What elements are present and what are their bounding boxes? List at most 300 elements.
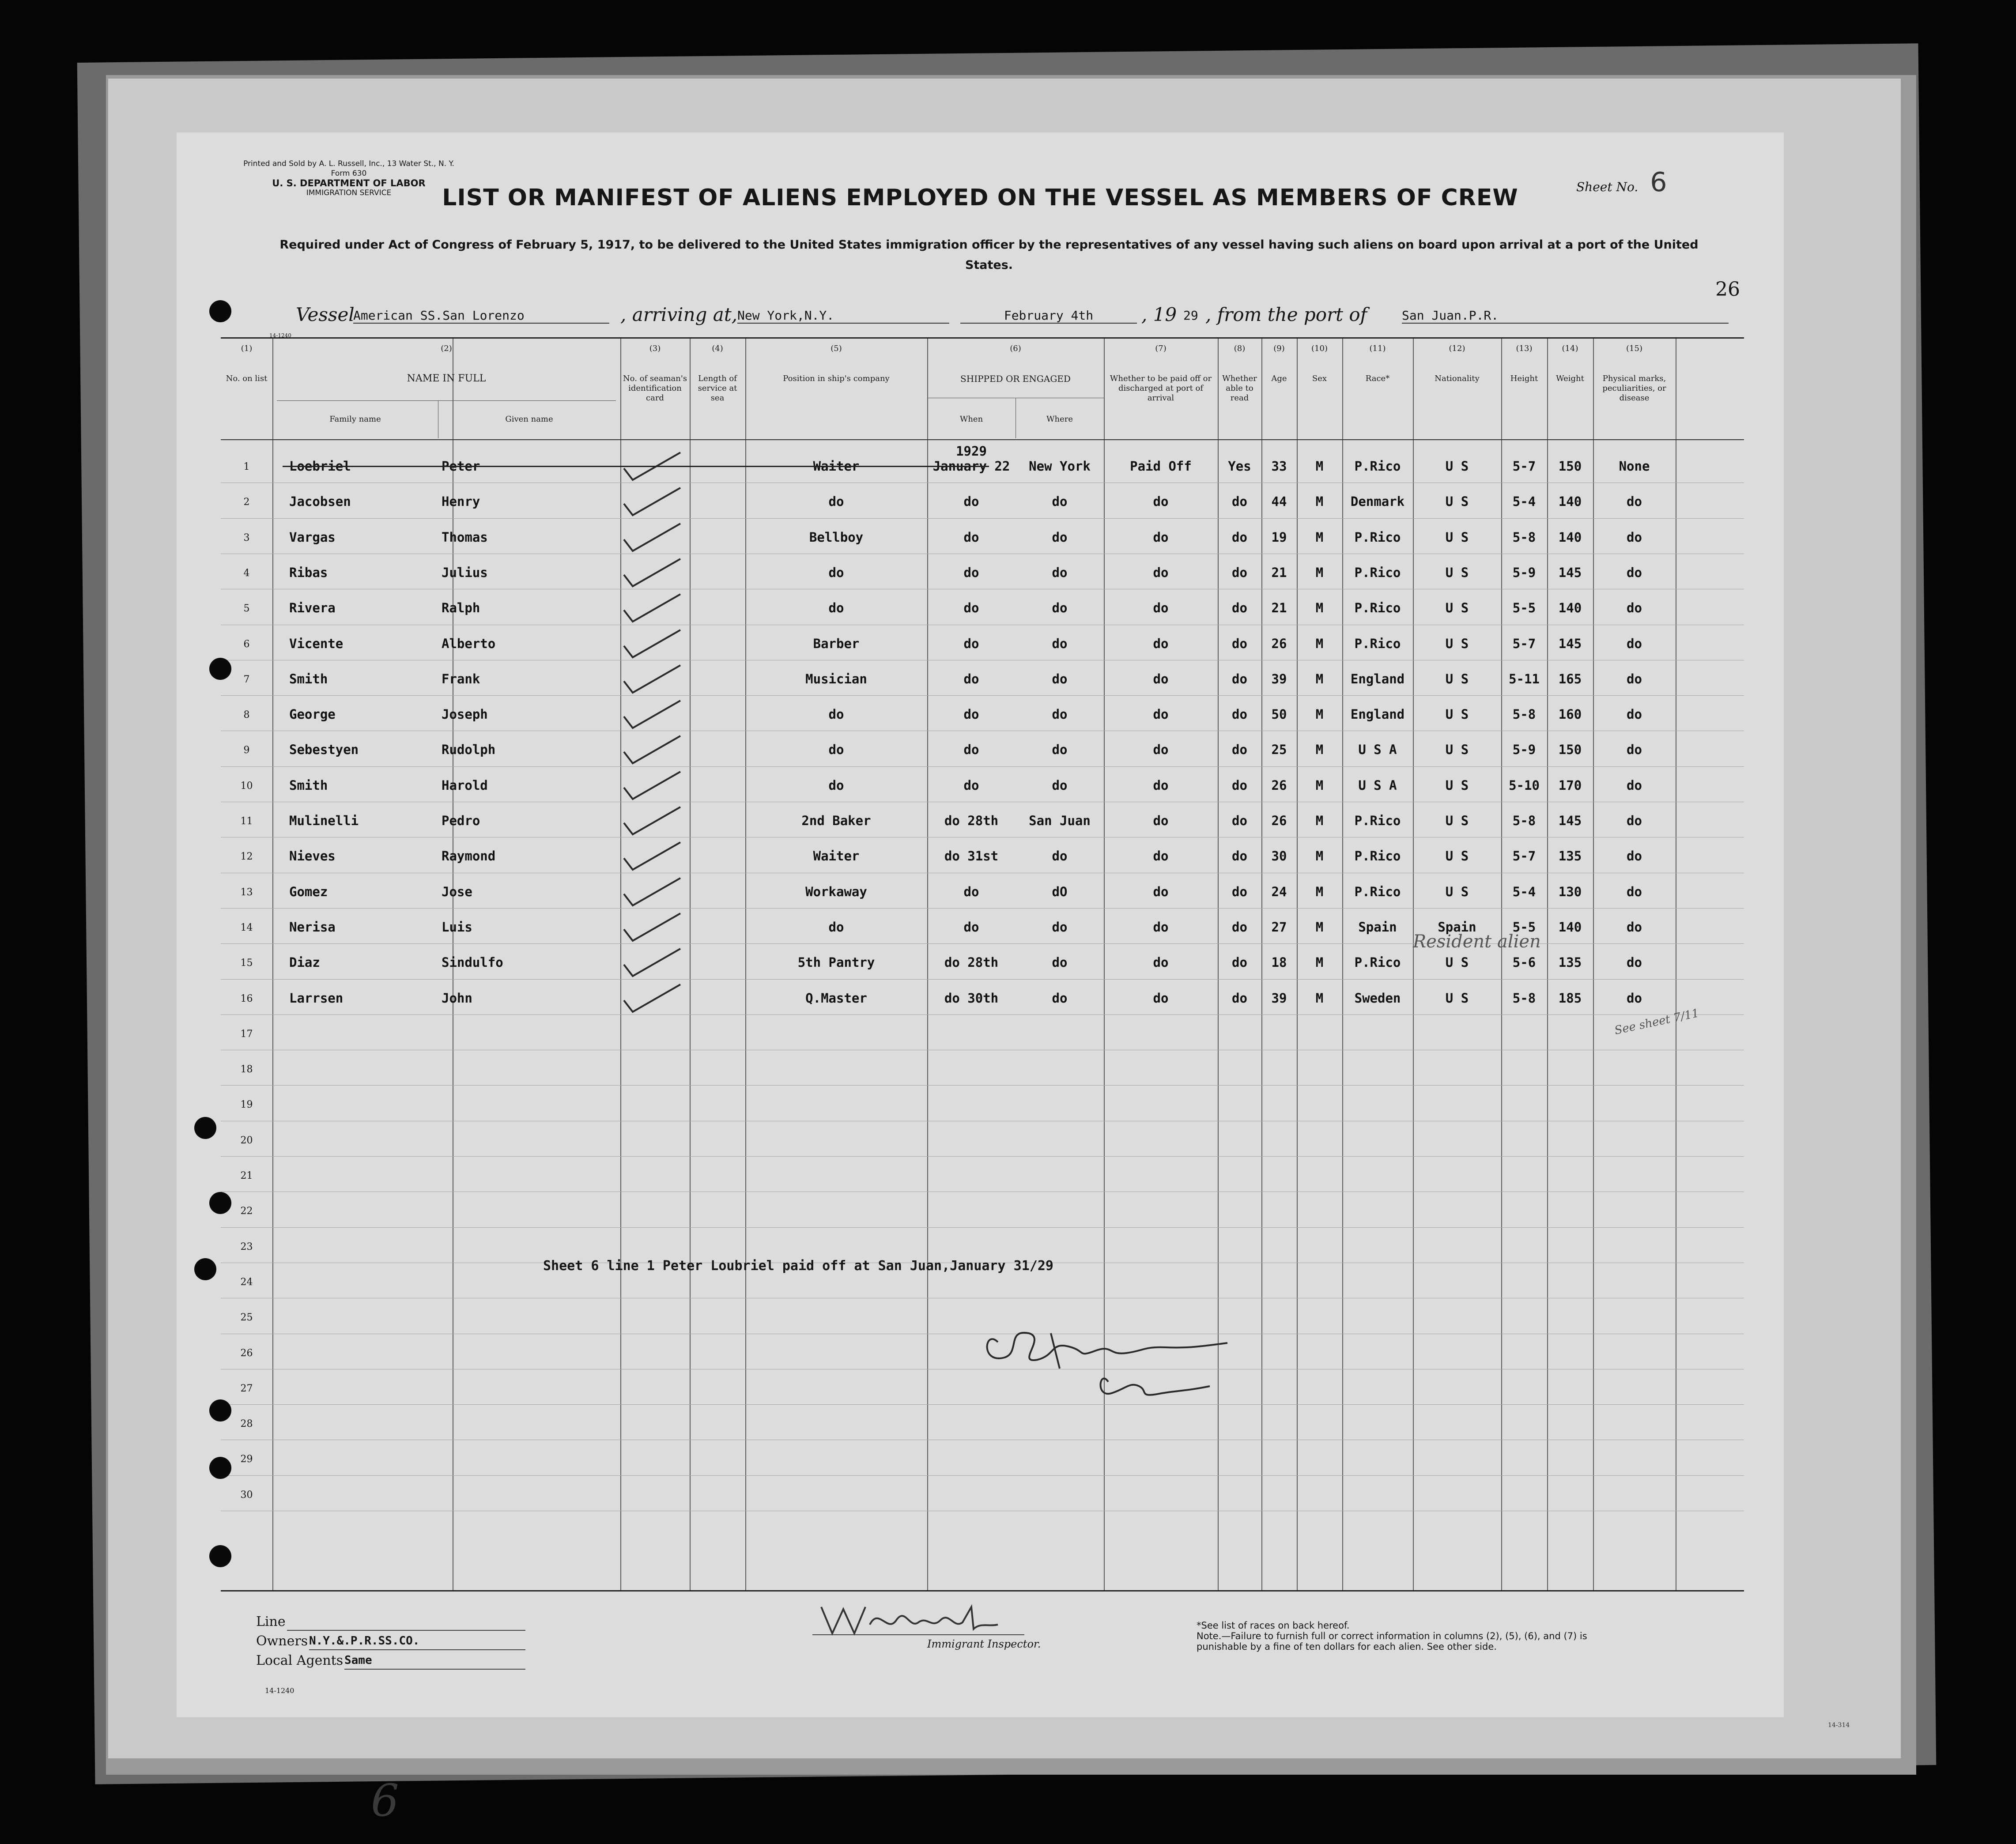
column-number: (7): [1155, 344, 1167, 353]
check-mark-stroke: [624, 807, 680, 834]
check-mark: [620, 522, 682, 553]
cell-when: do: [963, 919, 979, 935]
row-number: 14: [240, 922, 253, 933]
cell-position: do: [828, 565, 844, 580]
row-number: 20: [240, 1135, 253, 1146]
cell-weight: 135: [1558, 955, 1582, 970]
check-mark-stroke: [624, 984, 680, 1012]
arriving-label: , arriving at,: [620, 304, 738, 325]
cell-given: Sindulfo: [442, 955, 503, 970]
cell-position: do: [828, 777, 844, 793]
cell-read: do: [1232, 848, 1247, 864]
cell-age: 33: [1271, 459, 1287, 474]
shipped-year: 1929: [956, 444, 987, 459]
cell-where: do: [1052, 494, 1068, 509]
cell-when: January 22: [932, 459, 1010, 474]
local-agents-label: Local Agents: [256, 1653, 344, 1668]
column-number: (3): [649, 344, 661, 353]
cell-height: 5-9: [1512, 565, 1536, 580]
cell-position: do: [828, 742, 844, 758]
cell-race: P.Rico: [1354, 565, 1401, 580]
cell-where: dO: [1052, 884, 1068, 899]
cell-age: 39: [1271, 990, 1287, 1006]
service-name: IMMIGRATION SERVICE: [306, 189, 392, 197]
cell-age: 21: [1271, 600, 1287, 616]
row-number: 22: [240, 1206, 253, 1217]
cell-when: do: [963, 636, 979, 651]
inspector-signature: [812, 1598, 1016, 1638]
cell-paid: do: [1153, 884, 1169, 899]
cell-weight: 140: [1558, 919, 1582, 935]
column-number: (9): [1273, 344, 1285, 353]
form-number: Form 630: [331, 169, 367, 178]
cell-where: do: [1052, 565, 1068, 580]
row-number: 17: [240, 1028, 253, 1040]
margin-number: 6: [371, 1775, 399, 1826]
cell-height: 5-4: [1512, 884, 1536, 899]
column-number: (8): [1234, 344, 1246, 353]
cell-sex: M: [1315, 529, 1324, 545]
cell-nat: U S: [1445, 813, 1469, 828]
check-mark-stroke: [624, 842, 680, 870]
footer-note: [1197, 1620, 1594, 1652]
punch-hole: [209, 1399, 231, 1422]
cell-given: Raymond: [442, 848, 496, 864]
cell-nat: U S: [1445, 955, 1469, 970]
cell-position: 5th Pantry: [797, 955, 875, 970]
cell-position: do: [828, 600, 844, 616]
cell-sex: M: [1315, 494, 1324, 509]
cell-given: Pedro: [442, 813, 480, 828]
cell-sex: M: [1315, 990, 1324, 1006]
cell-given: Alberto: [442, 636, 496, 651]
cell-sex: M: [1315, 742, 1324, 758]
check-mark: [620, 557, 682, 588]
cell-family: Nerisa: [289, 919, 336, 935]
check-mark-stroke: [624, 559, 680, 586]
cell-family: George: [289, 707, 336, 722]
check-mark-stroke: [624, 701, 680, 728]
cell-marks: do: [1627, 671, 1642, 686]
cell-weight: 135: [1558, 848, 1582, 864]
cell-read: do: [1232, 529, 1247, 545]
cell-race: P.Rico: [1354, 600, 1401, 616]
row-number: 13: [240, 886, 253, 898]
cell-family: Nieves: [289, 848, 336, 864]
cell-when: do 30th: [944, 990, 999, 1006]
cell-when: do: [963, 777, 979, 793]
cell-race: England: [1350, 707, 1405, 722]
row-number: 5: [243, 603, 250, 615]
column-header: Age: [1271, 374, 1287, 383]
year-label: , 19: [1141, 304, 1177, 325]
cell-sex: M: [1315, 459, 1324, 474]
cell-when: do 28th: [944, 813, 999, 828]
arrival-date: February 4th: [960, 308, 1137, 324]
check-mark: [620, 805, 682, 836]
cell-race: P.Rico: [1354, 459, 1401, 474]
column-header: Length of service at sea: [698, 374, 737, 403]
row-number: 24: [240, 1276, 253, 1288]
cell-race: U S A: [1358, 742, 1397, 758]
cell-position: do: [828, 707, 844, 722]
column-header: Whether able to read: [1222, 374, 1257, 403]
cell-marks: do: [1627, 707, 1642, 722]
column-header: Whether to be paid off or discharged at port of arrival: [1110, 374, 1212, 403]
check-mark-stroke: [624, 665, 680, 693]
column-divider: [272, 339, 273, 1590]
cell-where: do: [1052, 742, 1068, 758]
cell-sex: M: [1315, 919, 1324, 935]
penalty-note: Note.—Failure to furnish full or correct information in columns (2), (5), (6), and (7) is punishable by a fine of ten dollars for each alien. See other side.: [1197, 1631, 1587, 1652]
column-number: (6): [1010, 344, 1021, 353]
cell-paid: do: [1153, 813, 1169, 828]
check-mark-stroke: [624, 772, 680, 799]
from-port-label: , from the port of: [1205, 304, 1367, 325]
cell-sex: M: [1315, 707, 1324, 722]
sheet-number-value: 6: [1650, 167, 1667, 198]
cell-when: do: [963, 884, 979, 899]
cell-nat: U S: [1445, 459, 1469, 474]
cell-given: Harold: [442, 777, 488, 793]
cell-height: 5-11: [1509, 671, 1540, 686]
cell-nat: U S: [1445, 565, 1469, 580]
row-number: 1: [243, 461, 250, 472]
sheet-number-label: Sheet No.: [1576, 180, 1638, 194]
cell-height: 5-8: [1512, 529, 1536, 545]
cell-height: 5-7: [1512, 848, 1536, 864]
cell-paid: do: [1153, 600, 1169, 616]
column-subheader: Family name: [329, 415, 381, 424]
punch-hole: [209, 1192, 231, 1214]
cell-family: Jacobsen: [289, 494, 351, 509]
row-number: 21: [240, 1170, 253, 1181]
check-mark-stroke: [624, 488, 680, 515]
vessel-name: American SS.San Lorenzo: [353, 308, 609, 324]
cell-race: P.Rico: [1354, 636, 1401, 651]
cell-read: do: [1232, 884, 1247, 899]
cell-marks: do: [1627, 919, 1642, 935]
cell-sex: M: [1315, 884, 1324, 899]
cell-age: 39: [1271, 671, 1287, 686]
cell-height: 5-10: [1509, 777, 1540, 793]
cell-height: 5-8: [1512, 813, 1536, 828]
cell-weight: 145: [1558, 636, 1582, 651]
cell-when: do: [963, 742, 979, 758]
cell-marks: do: [1627, 884, 1642, 899]
cell-race: P.Rico: [1354, 955, 1401, 970]
cell-marks: do: [1627, 777, 1642, 793]
cell-where: do: [1052, 848, 1068, 864]
cell-sex: M: [1315, 565, 1324, 580]
cell-read: do: [1232, 955, 1247, 970]
cell-age: 26: [1271, 777, 1287, 793]
column-number: (4): [712, 344, 723, 353]
column-number: (13): [1516, 344, 1533, 353]
row-number: 25: [240, 1312, 253, 1324]
cell-when: do: [963, 707, 979, 722]
cell-weight: 130: [1558, 884, 1582, 899]
column-header: SHIPPED OR ENGAGED: [960, 373, 1071, 384]
cell-sex: M: [1315, 813, 1324, 828]
cell-race: Spain: [1358, 919, 1397, 935]
cell-sex: M: [1315, 671, 1324, 686]
cell-weight: 145: [1558, 813, 1582, 828]
column-header: Race*: [1365, 374, 1390, 383]
cell-age: 26: [1271, 813, 1287, 828]
cell-weight: 170: [1558, 777, 1582, 793]
check-mark: [620, 841, 682, 871]
row-number: 11: [240, 816, 253, 827]
row-number: 30: [240, 1489, 253, 1501]
column-header: Weight: [1556, 374, 1584, 383]
cell-family: Vargas: [289, 529, 336, 545]
printer-line: Printed and Sold by A. L. Russell, Inc., 13 Water St., N. Y.: [243, 159, 454, 168]
cell-sex: M: [1315, 848, 1324, 864]
arrival-year: 29: [1183, 308, 1198, 323]
paid-off-note: Sheet 6 line 1 Peter Loubriel paid off at San Juan,January 31/29: [543, 1258, 1053, 1274]
column-number: (10): [1311, 344, 1328, 353]
row-number: 19: [240, 1099, 253, 1111]
cell-paid: do: [1153, 529, 1169, 545]
cell-position: Workaway: [805, 884, 867, 899]
cell-given: Joseph: [442, 707, 488, 722]
cell-race: Sweden: [1354, 990, 1401, 1006]
cell-when: do: [963, 494, 979, 509]
cell-where: do: [1052, 707, 1068, 722]
cell-paid: do: [1153, 565, 1169, 580]
cell-read: do: [1232, 919, 1247, 935]
cell-paid: do: [1153, 990, 1169, 1006]
row-number: 12: [240, 851, 253, 863]
punch-hole: [194, 1117, 216, 1139]
cell-paid: do: [1153, 707, 1169, 722]
cell-position: Q.Master: [805, 990, 867, 1006]
cell-sex: M: [1315, 955, 1324, 970]
cell-family: Smith: [289, 671, 328, 686]
row-number: 8: [243, 709, 250, 721]
cell-where: do: [1052, 777, 1068, 793]
column-subheader: Where: [1046, 415, 1073, 424]
cell-when: do 31st: [944, 848, 999, 864]
cell-when: do 28th: [944, 955, 999, 970]
check-mark-stroke: [624, 949, 680, 976]
cell-marks: None: [1619, 459, 1650, 474]
cell-paid: do: [1153, 671, 1169, 686]
cell-where: do: [1052, 529, 1068, 545]
cell-family: Smith: [289, 777, 328, 793]
cell-paid: do: [1153, 955, 1169, 970]
column-number: (2): [441, 344, 452, 353]
cell-where: do: [1052, 990, 1068, 1006]
cell-nat: U S: [1445, 707, 1469, 722]
check-mark-stroke: [624, 878, 680, 905]
cell-height: 5-4: [1512, 494, 1536, 509]
cell-weight: 140: [1558, 494, 1582, 509]
cell-age: 27: [1271, 919, 1287, 935]
page-subtitle: Required under Act of Congress of February 5, 1917, to be delivered to the United States immigration officer by the representatives of any vessel having such aliens on board upon arrival at a port of the United States.: [279, 238, 1699, 272]
edge-code: 14-314: [1828, 1722, 1850, 1729]
cell-sex: M: [1315, 636, 1324, 651]
cell-marks: do: [1627, 600, 1642, 616]
cell-age: 25: [1271, 742, 1287, 758]
column-number: (12): [1449, 344, 1465, 353]
departure-port: San Juan.P.R.: [1402, 308, 1729, 324]
cell-age: 24: [1271, 884, 1287, 899]
check-mark-stroke: [624, 524, 680, 551]
cell-paid: do: [1153, 848, 1169, 864]
cell-read: do: [1232, 707, 1247, 722]
cell-given: Ralph: [442, 600, 480, 616]
inspector-label: Immigrant Inspector.: [927, 1638, 1041, 1650]
cell-race: Denmark: [1350, 494, 1405, 509]
cell-weight: 185: [1558, 990, 1582, 1006]
cell-given: Frank: [442, 671, 480, 686]
cell-when: do: [963, 565, 979, 580]
cell-weight: 140: [1558, 529, 1582, 545]
cell-where: New York: [1029, 459, 1091, 474]
column-header: Nationality: [1435, 374, 1480, 383]
column-header: Position in ship's company: [783, 374, 890, 383]
cell-race: P.Rico: [1354, 529, 1401, 545]
cell-age: 26: [1271, 636, 1287, 651]
cell-when: do: [963, 529, 979, 545]
manifest-sheet: [177, 132, 1784, 1826]
column-header: Height: [1510, 374, 1538, 383]
check-mark: [620, 947, 682, 978]
cell-age: 19: [1271, 529, 1287, 545]
cell-weight: 140: [1558, 600, 1582, 616]
check-mark: [620, 734, 682, 765]
check-mark: [620, 592, 682, 623]
page-number: 26: [1715, 278, 1740, 301]
cell-given: Thomas: [442, 529, 488, 545]
handwritten-nationality-note: Resident alien: [1413, 931, 1541, 952]
column-number: (1): [241, 344, 253, 353]
cell-where: do: [1052, 636, 1068, 651]
row-number: 10: [240, 780, 253, 792]
arrival-port: New York,N.Y.: [737, 308, 949, 324]
row-number: 28: [240, 1418, 253, 1430]
cell-age: 50: [1271, 707, 1287, 722]
cell-read: do: [1232, 742, 1247, 758]
cell-paid: Paid Off: [1130, 459, 1192, 474]
cell-when: do: [963, 671, 979, 686]
cell-marks: do: [1627, 813, 1642, 828]
check-mark: [620, 770, 682, 801]
cell-age: 44: [1271, 494, 1287, 509]
check-mark-stroke: [624, 736, 680, 763]
cell-age: 18: [1271, 955, 1287, 970]
cell-given: Rudolph: [442, 742, 496, 758]
cell-read: do: [1232, 565, 1247, 580]
cell-family: Diaz: [289, 955, 320, 970]
purser-signature: [980, 1316, 1254, 1413]
cell-height: 5-5: [1512, 919, 1536, 935]
cell-position: Waiter: [813, 848, 860, 864]
cell-position: Musician: [805, 671, 867, 686]
cell-marks: do: [1627, 848, 1642, 864]
cell-nat: U S: [1445, 529, 1469, 545]
page-title: LIST OR MANIFEST OF ALIENS EMPLOYED ON THE VESSEL AS MEMBERS OF CREW: [442, 185, 1518, 211]
cell-given: Luis: [442, 919, 472, 935]
cell-race: U S A: [1358, 777, 1397, 793]
cell-given: Jose: [442, 884, 472, 899]
cell-nat: U S: [1445, 884, 1469, 899]
local-agents-value: Same: [344, 1654, 372, 1667]
check-mark: [620, 912, 682, 943]
row-1-strikethrough: [283, 466, 989, 467]
check-mark: [620, 486, 682, 517]
cell-family: Ribas: [289, 565, 328, 580]
owners-value: N.Y.&.P.R.SS.CO.: [309, 1634, 420, 1648]
check-mark: [620, 983, 682, 1014]
cell-marks: do: [1627, 990, 1642, 1006]
cell-marks: do: [1627, 955, 1642, 970]
cell-position: do: [828, 919, 844, 935]
cell-nat: U S: [1445, 636, 1469, 651]
cell-nat: U S: [1445, 600, 1469, 616]
cell-nat: U S: [1445, 742, 1469, 758]
cell-race: P.Rico: [1354, 813, 1401, 828]
column-header: No. on list: [226, 374, 268, 383]
cell-marks: do: [1627, 565, 1642, 580]
cell-read: do: [1232, 990, 1247, 1006]
cell-where: do: [1052, 671, 1068, 686]
cell-family: Mulinelli: [289, 813, 359, 828]
punch-hole: [194, 1258, 216, 1280]
cell-given: John: [442, 990, 472, 1006]
department-name: U. S. DEPARTMENT OF LABOR: [272, 178, 426, 189]
cell-read: do: [1232, 813, 1247, 828]
line-label: Line: [256, 1614, 286, 1629]
cell-nat: U S: [1445, 777, 1469, 793]
column-header: NAME IN FULL: [407, 373, 486, 384]
cell-position: Barber: [813, 636, 860, 651]
cell-age: 21: [1271, 565, 1287, 580]
row-number: 7: [243, 674, 250, 685]
cell-weight: 165: [1558, 671, 1582, 686]
cell-nat: U S: [1445, 494, 1469, 509]
cell-paid: do: [1153, 777, 1169, 793]
row-number: 4: [243, 567, 250, 579]
check-mark-stroke: [624, 630, 680, 657]
cell-height: 5-8: [1512, 707, 1536, 722]
cell-family: Larrsen: [289, 990, 344, 1006]
cell-paid: do: [1153, 494, 1169, 509]
cell-sex: M: [1315, 600, 1324, 616]
check-mark: [620, 664, 682, 694]
row-number: 18: [240, 1064, 253, 1075]
check-mark: [620, 628, 682, 659]
cell-family: Gomez: [289, 884, 328, 899]
cell-family: Loebriel: [289, 459, 351, 474]
cell-marks: do: [1627, 494, 1642, 509]
column-header: Sex: [1312, 374, 1327, 383]
cell-read: do: [1232, 671, 1247, 686]
cell-paid: do: [1153, 919, 1169, 935]
cell-weight: 160: [1558, 707, 1582, 722]
form-code-top: 14-1240: [269, 332, 291, 339]
check-mark-stroke: [624, 594, 680, 622]
cell-given: Peter: [442, 459, 480, 474]
vessel-line: [296, 304, 1731, 330]
cell-race: P.Rico: [1354, 884, 1401, 899]
check-mark: [620, 699, 682, 730]
see-sheet-note: See sheet 7/11: [1613, 1007, 1700, 1037]
row-number: 9: [243, 745, 250, 756]
cell-where: San Juan: [1029, 813, 1091, 828]
